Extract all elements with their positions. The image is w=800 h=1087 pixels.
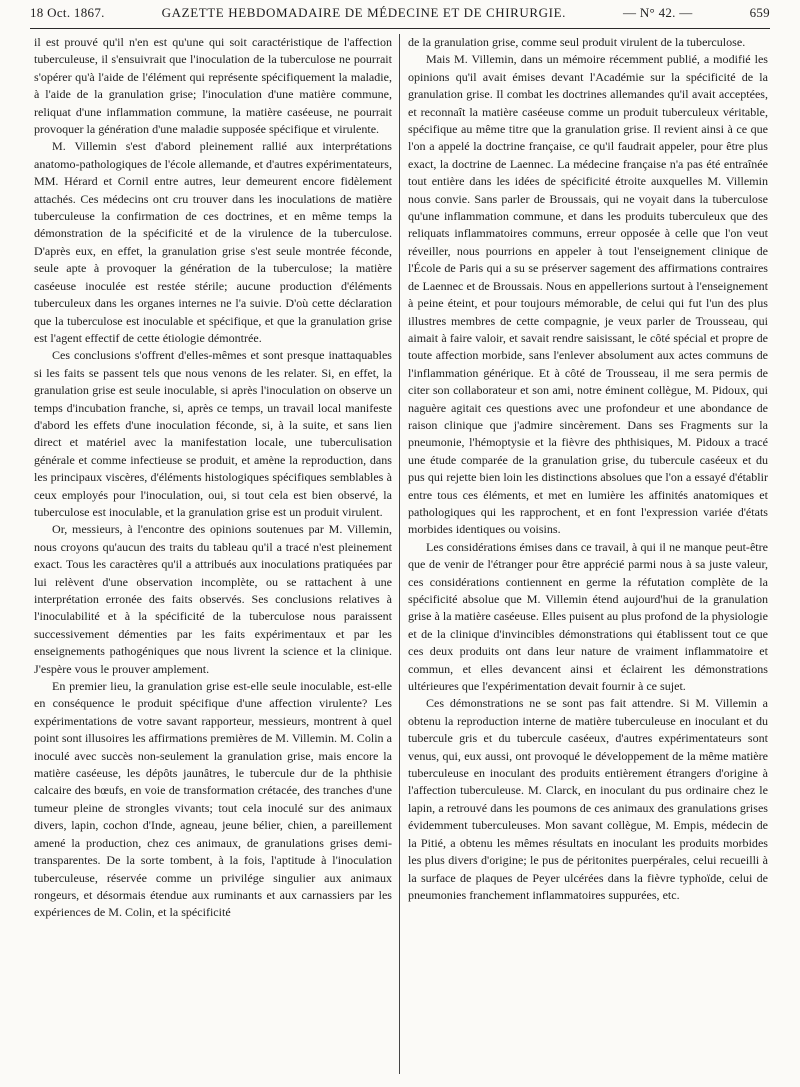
header-rule [30, 28, 770, 29]
paragraph: de la granulation grise, comme seul produit virulent de la tuberculose. [408, 35, 746, 49]
page-number: 659 [749, 5, 770, 20]
right-column [408, 34, 768, 1074]
paragraph: Ces démonstrations ne se sont pas fait attendre. Si M. Villemin a obtenu la reproduction interne de matière tuberculeuse en inoculant et du tubercule gris et du tubercule caséeux, d'autres expérimentateurs sont venus, qui, eux aussi, ont provoqué le développement de la même matière tuberculeuse en inoculant des produits entièrement étrangers d'origine à l'affection tuberculeuse. M. Clarck, en inoculant du pus ordinaire chez le lapin, a retrouvé dans les poumons de ces animaux des granulations grises évidemment tuberculeuses. Mon savant collègue, M. Empis, médecin de la Pitié, a obtenu les mêmes résultats en inoculant les produits morbides les plus divers d'origine; le pus de péritonites puerpérales, celui recueilli à la surface de plaques de Peyer ulcérées dans la fièvre typhoïde, celui de pneumonies franchement inflammatoires suppurées, etc. [408, 696, 768, 902]
paragraph: il est prouvé qu'il n'en est qu'une qui soit caractéristique de l'affection tuberculeuse, il s'ensuivrait que l'inoculation de la tuberculose ne pourrait s'opérer qu'à l'aide de l'élément qui représente spécifiquement la maladie, à l'aide de la granulation grise; l'inoculation d'une matière commune, reliquat d'une inflammation commune, la matière caséeuse, ne pourrait provoquer la génération d'une maladie supposée spécifique et virulente. [34, 35, 392, 137]
issue-number: — N° 42. — [622, 5, 693, 20]
paragraph: M. Villemin s'est d'abord pleinement rallié aux interprétations anatomo-pathologiques de l'école allemande, et d'autres expérimentateurs, MM. Hérard et Cornil entre autres, leur demeurent encore fidèlement attachés. Ces médecins ont cru trouver dans les inoculations de matière tuberculeuse la confirmation de ces doctrines, et en même temps la démonstration de la spécificité et de la virulence de la tuberculose. D'après eux, en effet, la granulation grise s'est seule montrée féconde, seule apte à provoquer la génération de la tuberculose; la matière caséeuse inoculée est restée stérile; aucune production d'éléments tuberculeux dans les organes internes ne l'a suivie. D'où cette déclaration que la tuberculose est inoculable et spécifique, et que la granulation grise est l'agent effectif de cette étiologie démontrée. [34, 139, 392, 345]
paragraph: Les considérations émises dans ce travail, à qui il ne manque peut-être que de venir de l'étranger pour être apprécié parmi nous à sa juste valeur, ces considérations contiennent en germe la réfutation complète de la spécificité absolue que M. Villemin étend aujourd'hui de la granulation grise à la matière caséeuse. Elles puisent au plus profond de la physiologie et de la clinique d'invincibles démonstrations qui établissent tout ce que ces deux produits ont dans leur nature de vraiment inflammatoire et commun, et elles devancent ainsi et éclairent les démonstrations ultérieures que l'expérimentation devait fournir à ce sujet. [408, 539, 768, 694]
paragraph: Mais M. Villemin, dans un mémoire récemment publié, a modifié les opinions qu'il avait émises devant l'Académie sur la spécificité de la granulation grise. Il combat les doctrines allemandes qu'il avait acceptées, et reconnaît la matière caséeuse comme un produit tuberculeux véritable, spécifique au même titre que la granulation grise. Il revient ainsi à ce que l'on a appelé la doctrine française, ce qu'il faudrait appeler, pour être plus exact, la doctrine de Laennec. La médecine française n'a pas été entraînée tout entière dans les idées de spécificité étroite auxquelles M. Villemin nous convie. Sans parler de Broussais, qui ne voyait dans la tuberculose qu'une inflammation commune, et dans les produits tuberculeux que des reliquats inflammatoires communs, erreur opposée à celle que l'on veut réveiller, nous pourrions en appeler à tout l'enseignement clinique de l'École de Paris qui a su se préserver sagement des affirmations contraires de Laennec et de Broussais. Nous en appellerions surtout à l'enseignement à peine éteint, et pour toujours mémorable, de celui qui fut l'un des plus illustres membres de cette compagnie, je veux parler de Trousseau, qui aimait à faire valoir, et savait rendre saisissant, le côté spécial et propre de toute affection morbide, sans l'enlever absolument aux actes communs de l'inflammation générique. Et à côté de Trousseau, il me sera permis de citer son collaborateur et son ami, notre éminent collègue, M. Pidoux, qui naguère agitait ces questions avec une profondeur et une abondance de raison clinique que j'admire sincèrement. Dans ses Fragments sur la pneumonie, l'hémoptysie et la fièvre des phthisiques, M. Pidoux a tracé une étude comparée de la granulation grise, du tubercule caséeux et du pus qui rejette bien loin les distinctions absolues que l'on a essayé d'établir entre tous ces éléments, et met en lumière les affinités anatomiques et pathologiques qui les rapprochent, et en font l'expression variée d'états morbides identiques ou voisins. [408, 52, 768, 537]
paragraph: En premier lieu, la granulation grise est-elle seule inoculable, est-elle en conséquence le produit spécifique d'une affection virulente? Les expérimentations de votre savant rapporteur, messieurs, montrent à quel point sont illusoires les affirmations premières de M. Villemin. M. Colin a inoculé avec succès non-seulement la granulation grise, mais encore la matière caséeuse, les dépôts jaunâtres, le tubercule dur de la phthisie calcaire des bœufs, en voie de transformation crétacée, des tranches d'une tumeur pleine de strongles vivants; tout cela inoculé sur des animaux divers, lapin, cochon d'Inde, agneau, jeune bélier, chien, a pareillement amené la production, chez ces animaux, de granulations grises demi-transparentes. De la sorte tombent, à la fois, l'aptitude à l'inoculation tuberculeuse, réservée comme un privilége singulier aux animaux rongeurs, et désormais étendue aux ruminants et aux carnassiers par les expériences de M. Colin, et la spécificité [34, 679, 392, 920]
header-date: 18 Oct. 1867. [30, 5, 105, 20]
left-column [34, 34, 392, 1074]
journal-title: GAZETTE HEBDOMADAIRE DE MÉDECINE ET DE CHIRURGIE. [161, 5, 566, 20]
column-divider [399, 34, 400, 1074]
paragraph: Or, messieurs, à l'encontre des opinions soutenues par M. Villemin, nous croyons qu'aucun des traits du tableau qu'il a tracé n'est pleinement exact. Tous les caractères qu'il a attribués aux inoculations pratiquées par lui relèvent d'une observation incomplète, ou se rattachent à une interprétation erronée des faits observés. Ses conclusions relatives à l'inoculabilité et à la spécificité de la tuberculose nous paraissent successivement démenties par les faits expérimentaux et par les enseignements pathogéniques que nous livrent la science et la clinique. J'espère vous le prouver amplement. [34, 522, 392, 676]
paragraph: Ces conclusions s'offrent d'elles-mêmes et sont presque inattaquables si les faits se passent tels que nous venons de les relater. Si, en effet, la granulation grise est seule inoculable, si après l'inoculation on observe un temps d'incubation franche, si, après ce temps, un travail local manifeste d'abord les effets d'une inoculation féconde, si, à la suite, et sans lien direct et matériel avec la manifestation locale, une tuberculisation générale et comme infectieuse se produit, et amène la reproduction, dans les principaux viscères, d'éléments histologiques spécifiques semblables à ceux employés pour l'inoculation, oui, si tout cela est bien observé, la tuberculose est inoculable, et la granulation grise est un produit virulent. [34, 348, 392, 519]
running-header [30, 5, 770, 27]
